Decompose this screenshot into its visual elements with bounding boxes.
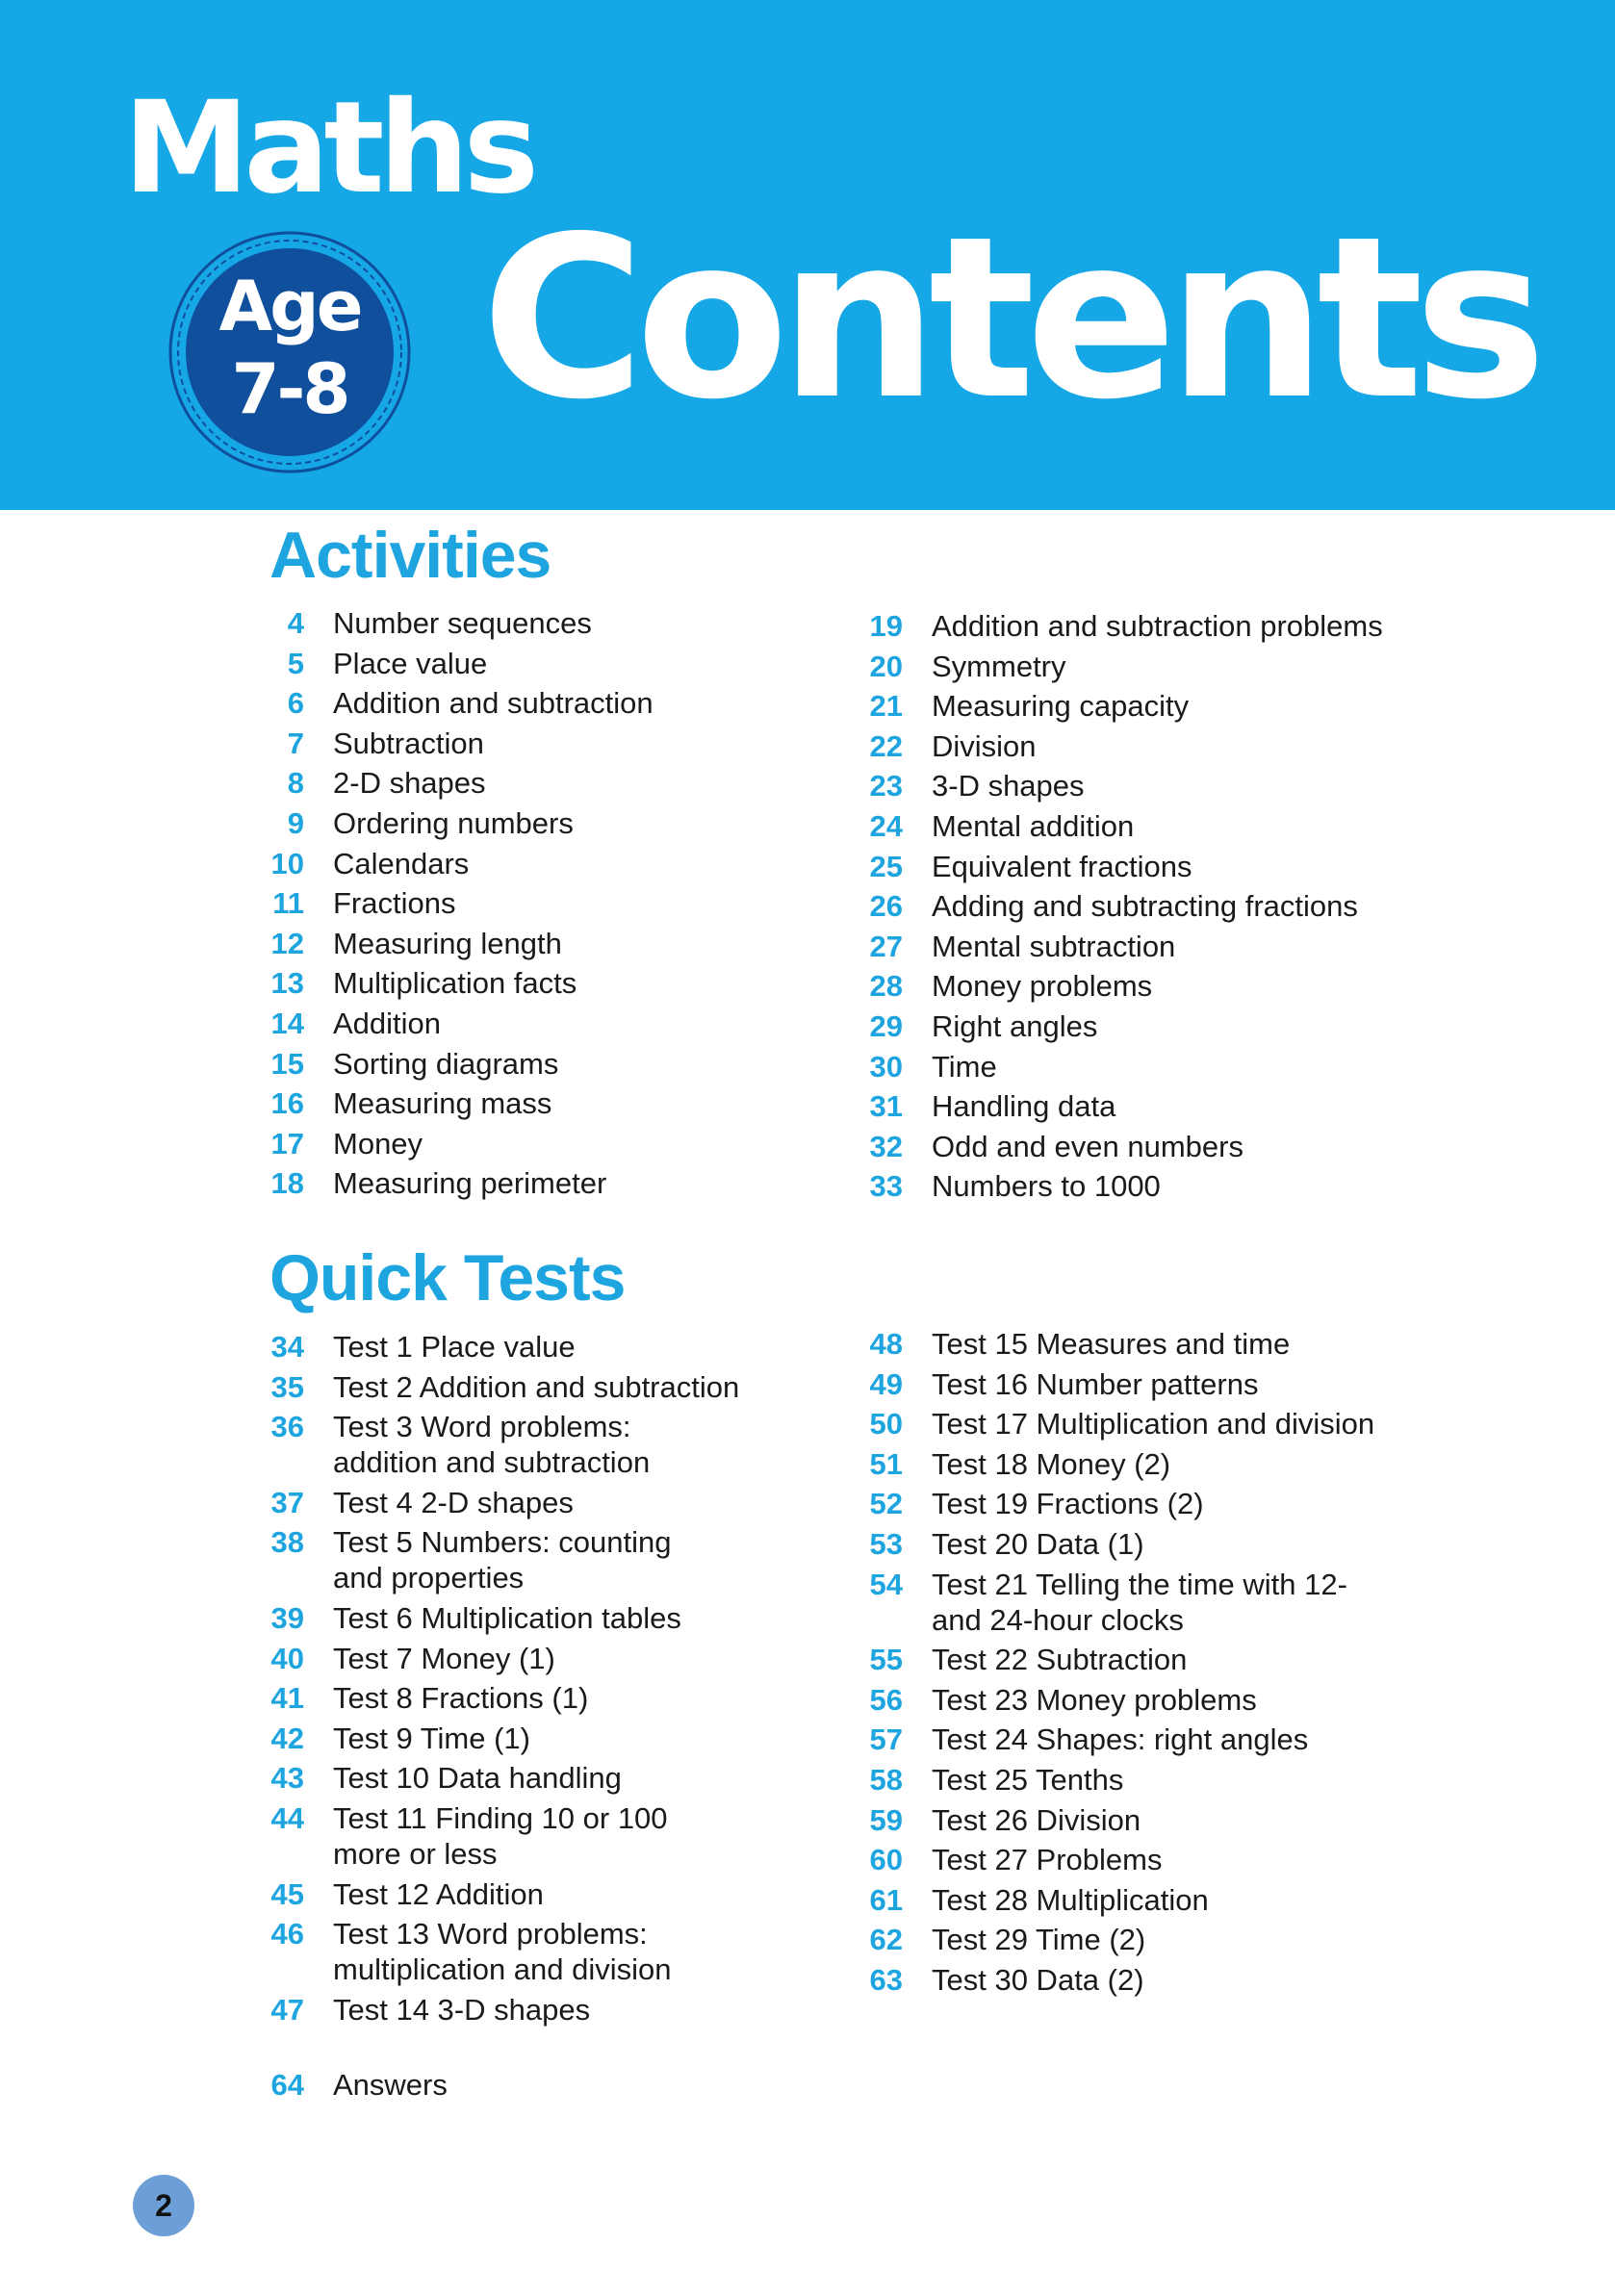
entry-title: Test 21 Telling the time with 12- and 24-hour clocks [932,1567,1347,1637]
contents-entry[interactable] [868,849,1484,884]
contents-entry[interactable] [868,1642,1484,1677]
entry-page-number: 62 [869,1923,903,1957]
entry-title: Test 30 Data (2) [932,1962,1144,1997]
entry-title: Test 1 Place value [333,1330,576,1364]
contents-entry[interactable] [269,885,885,921]
contents-entry[interactable] [868,1962,1484,1998]
contents-entry[interactable] [868,1129,1484,1164]
entry-page-number: 56 [869,1682,903,1717]
entry-title: Symmetry [932,649,1066,683]
entry-title: Test 14 3-D shapes [333,1992,591,2027]
entry-title: Test 9 Time (1) [333,1721,530,1755]
entry-title: 3-D shapes [932,769,1085,804]
contents-entry[interactable] [269,926,885,961]
entry-title: Test 17 Multiplication and division [932,1407,1375,1441]
entry-title: Test 29 Time (2) [932,1923,1146,1957]
entry-title: Test 16 Number patterns [932,1366,1259,1401]
entry-title: Test 12 Addition [333,1876,544,1911]
entry-title: Handling data [932,1089,1116,1124]
entry-page-number: 51 [869,1446,903,1481]
entry-page-number: 19 [869,609,903,643]
contents-entry[interactable] [868,968,1484,1004]
entry-page-number: 48 [869,1327,903,1361]
entry-page-number: 25 [869,849,903,883]
contents-entry[interactable] [868,1526,1484,1562]
entry-title: Measuring length [333,926,562,960]
entry-title: Multiplication facts [333,966,577,1001]
quick-tests-right-column [868,1326,1484,2003]
contents-entry[interactable] [269,726,885,761]
entry-title: Fractions [333,886,456,921]
contents-entry[interactable] [269,1992,885,2028]
age-word: Age [218,266,361,346]
contents-entry[interactable] [868,1366,1484,1402]
quick-tests-heading: Quick Tests [269,1241,626,1314]
entry-page-number: 55 [869,1643,903,1677]
contents-entry[interactable] [269,605,885,641]
contents-entry[interactable] [269,805,885,841]
contents-entry[interactable] [269,1600,885,1636]
subject-title: Maths [123,74,534,222]
entry-page-number: 23 [869,769,903,804]
entry-page-number: 50 [869,1407,903,1441]
contents-entry[interactable] [868,1802,1484,1838]
contents-entry[interactable] [868,688,1484,724]
entry-page-number: 30 [869,1049,903,1084]
entry-page-number: 12 [270,926,304,960]
contents-entry[interactable] [269,765,885,801]
entry-title: Measuring capacity [932,689,1190,724]
entry-page-number: 46 [270,1917,304,1952]
answers-column [269,2067,885,2107]
activities-heading: Activities [269,519,551,592]
entry-title: Test 23 Money problems [932,1682,1257,1717]
contents-entry[interactable] [868,1008,1484,1044]
entry-page-number: 53 [869,1526,903,1561]
entry-page-number: 5 [287,646,304,680]
entry-page-number: 57 [869,1722,903,1757]
entry-page-number: 21 [869,689,903,724]
contents-entry[interactable] [269,1165,885,1201]
entry-page-number: 11 [272,886,304,921]
entry-page-number: 44 [270,1800,304,1835]
entry-page-number: 27 [869,929,903,963]
contents-entry[interactable] [868,1567,1484,1638]
entry-page-number: 18 [270,1166,304,1201]
contents-entry[interactable] [868,1762,1484,1798]
entry-page-number: 42 [270,1721,304,1755]
entry-page-number: 37 [270,1485,304,1519]
entry-title: Addition and subtraction [333,686,654,721]
entry-page-number: 35 [270,1369,304,1404]
entry-page-number: 33 [869,1169,903,1204]
entry-title: Measuring perimeter [333,1166,607,1201]
contents-entry[interactable] [868,1168,1484,1204]
entry-page-number: 58 [869,1762,903,1797]
entry-page-number: 26 [869,889,903,924]
header-banner [0,0,1615,510]
entry-title: Test 26 Division [932,1802,1141,1837]
entry-page-number: 41 [270,1681,304,1716]
entry-page-number: 59 [869,1802,903,1837]
entry-page-number: 52 [869,1487,903,1521]
entry-page-number: 39 [270,1600,304,1635]
entry-page-number: 64 [270,2068,304,2102]
contents-entry[interactable] [269,1006,885,1041]
entry-title: Right angles [932,1008,1098,1043]
entry-title: Test 19 Fractions (2) [932,1487,1204,1521]
contents-entry[interactable] [868,1088,1484,1124]
entry-title: Test 11 Finding 10 or 100 more or less [333,1800,668,1871]
entry-title: Numbers to 1000 [932,1169,1161,1204]
entry-page-number: 8 [287,766,304,801]
entry-page-number: 10 [270,846,304,880]
contents-entry[interactable] [868,608,1484,644]
contents-entry[interactable] [868,1722,1484,1757]
age-range: 7-8 [231,348,348,429]
contents-entry[interactable] [868,649,1484,684]
contents-entry[interactable] [868,1922,1484,1957]
entry-title: Test 28 Multiplication [932,1882,1209,1917]
contents-entry[interactable] [269,646,885,681]
entry-title: Division [932,728,1037,763]
entry-title: Test 25 Tenths [932,1762,1124,1797]
entry-page-number: 7 [287,726,304,760]
entry-page-number: 60 [869,1843,903,1877]
contents-entry[interactable] [269,1916,885,1987]
contents-entry[interactable] [269,1680,885,1716]
entry-page-number: 6 [287,686,304,721]
contents-entry[interactable] [868,808,1484,844]
entry-page-number: 4 [287,606,304,640]
entry-page-number: 22 [869,728,903,763]
contents-entry[interactable] [868,1326,1484,1362]
entry-page-number: 29 [869,1008,903,1043]
entry-title: Equivalent fractions [932,849,1192,883]
entry-page-number: 31 [869,1089,903,1124]
contents-entry[interactable] [269,1641,885,1676]
quick-tests-left-column [269,1329,885,2031]
contents-entry[interactable] [269,1876,885,1912]
activities-left-column [269,605,885,1206]
entry-title: Test 6 Multiplication tables [333,1600,681,1635]
entry-title: Place value [333,646,488,680]
entry-title: Mental subtraction [932,929,1176,963]
contents-entry[interactable] [868,768,1484,804]
entry-page-number: 36 [270,1410,304,1444]
entry-page-number: 20 [869,649,903,683]
entry-page-number: 17 [270,1126,304,1161]
contents-entry[interactable] [269,685,885,721]
contents-entry[interactable] [868,728,1484,764]
contents-entry[interactable] [269,1800,885,1872]
entry-page-number: 15 [270,1046,304,1081]
contents-entry-answers[interactable] [269,2067,885,2103]
page-number-badge: 2 [133,2175,194,2236]
entry-title: Test 5 Numbers: counting and properties [333,1525,672,1595]
entry-page-number: 16 [270,1086,304,1121]
age-label [167,265,413,430]
contents-entry[interactable] [868,888,1484,924]
entry-title: Mental addition [932,808,1135,843]
entry-page-number: 45 [270,1876,304,1911]
contents-entry[interactable] [868,1446,1484,1482]
entry-title: Calendars [333,846,470,880]
entry-page-number: 40 [270,1641,304,1675]
contents-entry[interactable] [269,1524,885,1595]
entry-title: Measuring mass [333,1086,552,1121]
contents-entry[interactable] [269,1409,885,1480]
contents-entry[interactable] [868,1486,1484,1521]
contents-entry[interactable] [269,1085,885,1121]
entry-page-number: 28 [869,969,903,1004]
entry-title: Subtraction [333,726,484,760]
entry-title: Test 3 Word problems: addition and subtraction [333,1410,651,1480]
entry-page-number: 38 [270,1525,304,1560]
contents-entry[interactable] [269,1485,885,1520]
contents-entry[interactable] [269,1046,885,1082]
entry-title: Adding and subtracting fractions [932,889,1358,924]
entry-title: Money problems [932,969,1153,1004]
contents-entry[interactable] [868,1882,1484,1918]
entry-page-number: 34 [270,1330,304,1364]
contents-entry[interactable] [868,929,1484,964]
contents-entry[interactable] [269,965,885,1001]
entry-title: Test 24 Shapes: right angles [932,1722,1309,1757]
entry-page-number: 63 [869,1962,903,1997]
entry-title: Money [333,1126,423,1161]
contents-entry[interactable] [269,1329,885,1365]
entry-title: Addition and subtraction problems [932,609,1383,643]
entry-title: Test 18 Money (2) [932,1446,1171,1481]
entry-page-number: 32 [869,1129,903,1163]
entry-page-number: 9 [287,805,304,840]
contents-entry[interactable] [269,846,885,881]
entry-title: Test 27 Problems [932,1843,1163,1877]
contents-entry[interactable] [269,1369,885,1405]
entry-page-number: 24 [869,808,903,843]
entry-title: Test 8 Fractions (1) [333,1681,589,1716]
entry-title: Test 13 Word problems: multiplication and division [333,1917,672,1987]
activities-right-column [868,608,1484,1209]
entry-page-number: 43 [270,1761,304,1796]
contents-entry[interactable] [269,1126,885,1161]
contents-entry[interactable] [868,1049,1484,1084]
entry-title: Test 7 Money (1) [333,1641,555,1675]
contents-entry[interactable] [269,1760,885,1796]
entry-title: Time [932,1049,997,1084]
entry-page-number: 14 [270,1006,304,1040]
entry-title: Test 10 Data handling [333,1761,622,1796]
entry-title: Sorting diagrams [333,1046,559,1081]
entry-title: Test 15 Measures and time [932,1327,1291,1361]
contents-entry[interactable] [868,1406,1484,1441]
entry-page-number: 47 [270,1992,304,2027]
page-title: Contents [481,189,1538,448]
entry-title: Test 22 Subtraction [932,1643,1188,1677]
contents-entry[interactable] [868,1842,1484,1877]
entry-title: Ordering numbers [333,805,574,840]
entry-title: Number sequences [333,606,592,640]
entry-title: Test 4 2-D shapes [333,1485,574,1519]
entry-title: Test 20 Data (1) [932,1526,1144,1561]
contents-entry[interactable] [868,1682,1484,1718]
entry-page-number: 49 [869,1366,903,1401]
entry-title: Test 2 Addition and subtraction [333,1369,740,1404]
entry-title: Odd and even numbers [932,1129,1243,1163]
entry-title: 2-D shapes [333,766,486,801]
entry-page-number: 54 [869,1567,903,1601]
entry-title: Answers [333,2068,448,2102]
contents-entry[interactable] [269,1721,885,1756]
entry-title: Addition [333,1006,442,1040]
entry-page-number: 13 [270,966,304,1001]
entry-page-number: 61 [869,1882,903,1917]
